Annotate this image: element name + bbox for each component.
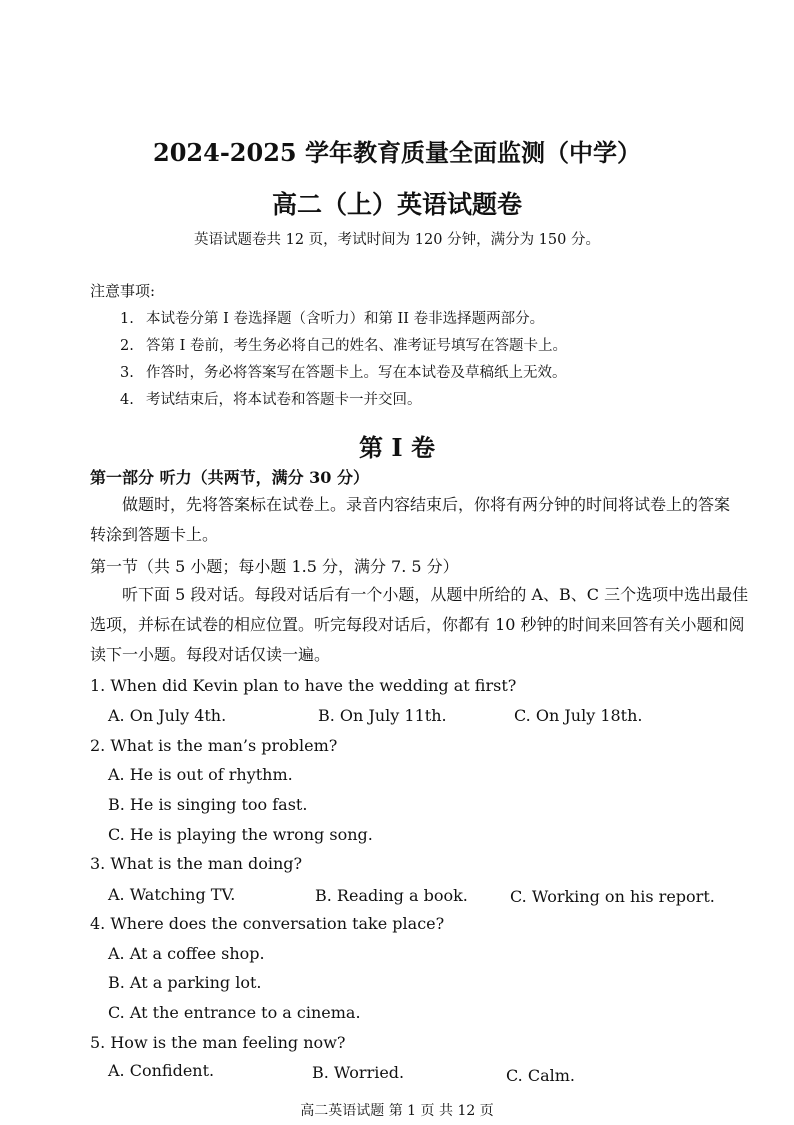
question-option: C. Working on his report.: [510, 887, 715, 906]
section1-heading: 第一节（共 5 小题；每小题 1.5 分，满分 7. 5 分）: [90, 557, 459, 576]
question-stem: 5. How is the man feeling now?: [90, 1033, 346, 1052]
question-option: C. He is playing the wrong song.: [108, 825, 373, 844]
note-item: [120, 307, 544, 328]
question-option: A. Confident.: [108, 1061, 215, 1080]
note-text: 答第 I 卷前，考生务必将自己的姓名、准考证号填写在答题卡上。: [146, 338, 567, 354]
question-option: B. Reading a book.: [315, 886, 468, 905]
volume-title: 第 I 卷: [359, 433, 435, 462]
question-option: A. On July 4th.: [108, 706, 227, 725]
exam-title: 2024-2025 学年教育质量全面监测（中学）: [153, 138, 641, 167]
page-footer: 高二英语试题 第 1 页 共 12 页: [300, 1103, 494, 1119]
question-stem: 3. What is the man doing?: [90, 854, 303, 873]
note-number: 1.: [120, 311, 134, 327]
note-number: 3.: [120, 365, 134, 381]
note-text: 考试结束后，将本试卷和答题卡一并交回。: [146, 392, 422, 408]
question-stem: 4. Where does the conversation take place?: [90, 914, 445, 933]
note-text: 作答时，务必将答案写在答题卡上。写在本试卷及草稿纸上无效。: [146, 365, 567, 381]
question-option: C. Calm.: [506, 1066, 575, 1085]
question-option: A. Watching TV.: [108, 885, 236, 904]
note-item: [120, 361, 567, 382]
notes-heading: 注意事项:: [90, 282, 156, 300]
question-option: B. On July 11th.: [318, 706, 447, 725]
question-option: B. Worried.: [312, 1063, 405, 1082]
part1-heading: 第一部分 听力（共两节，满分 30 分）: [90, 468, 369, 487]
question-option: C. At the entrance to a cinema.: [108, 1003, 361, 1022]
question-option: B. At a parking lot.: [108, 973, 262, 992]
question-stem: 1. When did Kevin plan to have the wedding at first?: [90, 676, 517, 695]
exam-info: 英语试题卷共 12 页，考试时间为 120 分钟，满分为 150 分。: [194, 232, 600, 248]
note-item: [120, 388, 422, 409]
question-option: A. At a coffee shop.: [108, 944, 265, 963]
note-number: 2.: [120, 338, 134, 354]
part1-instructions: 做题时，先将答案标在试卷上。录音内容结束后，你将有两分钟的时间将试卷上的答案 转涂到答题卡上。: [90, 495, 731, 544]
question-option: C. On July 18th.: [514, 706, 643, 725]
question-stem: 2. What is the man’s problem?: [90, 736, 338, 755]
question-option: A. He is out of rhythm.: [108, 765, 293, 784]
exam-subtitle: 高二（上）英语试题卷: [271, 190, 522, 219]
section1-instructions: 听下面 5 段对话。每段对话后有一个小题，从题中所给的 A、B、C 三个选项中选出最佳选项，并标在试卷的相应位置。听完每段对话后，你都有 10 秒钟的时间来回答有关小题和阅读下一小题。每段对话仅读一遍。: [90, 585, 749, 664]
question-option: B. He is singing too fast.: [108, 795, 308, 814]
note-number: 4.: [120, 392, 134, 408]
note-text: 本试卷分第 I 卷选择题（含听力）和第 II 卷非选择题两部分。: [146, 311, 545, 327]
note-item: [120, 334, 567, 355]
